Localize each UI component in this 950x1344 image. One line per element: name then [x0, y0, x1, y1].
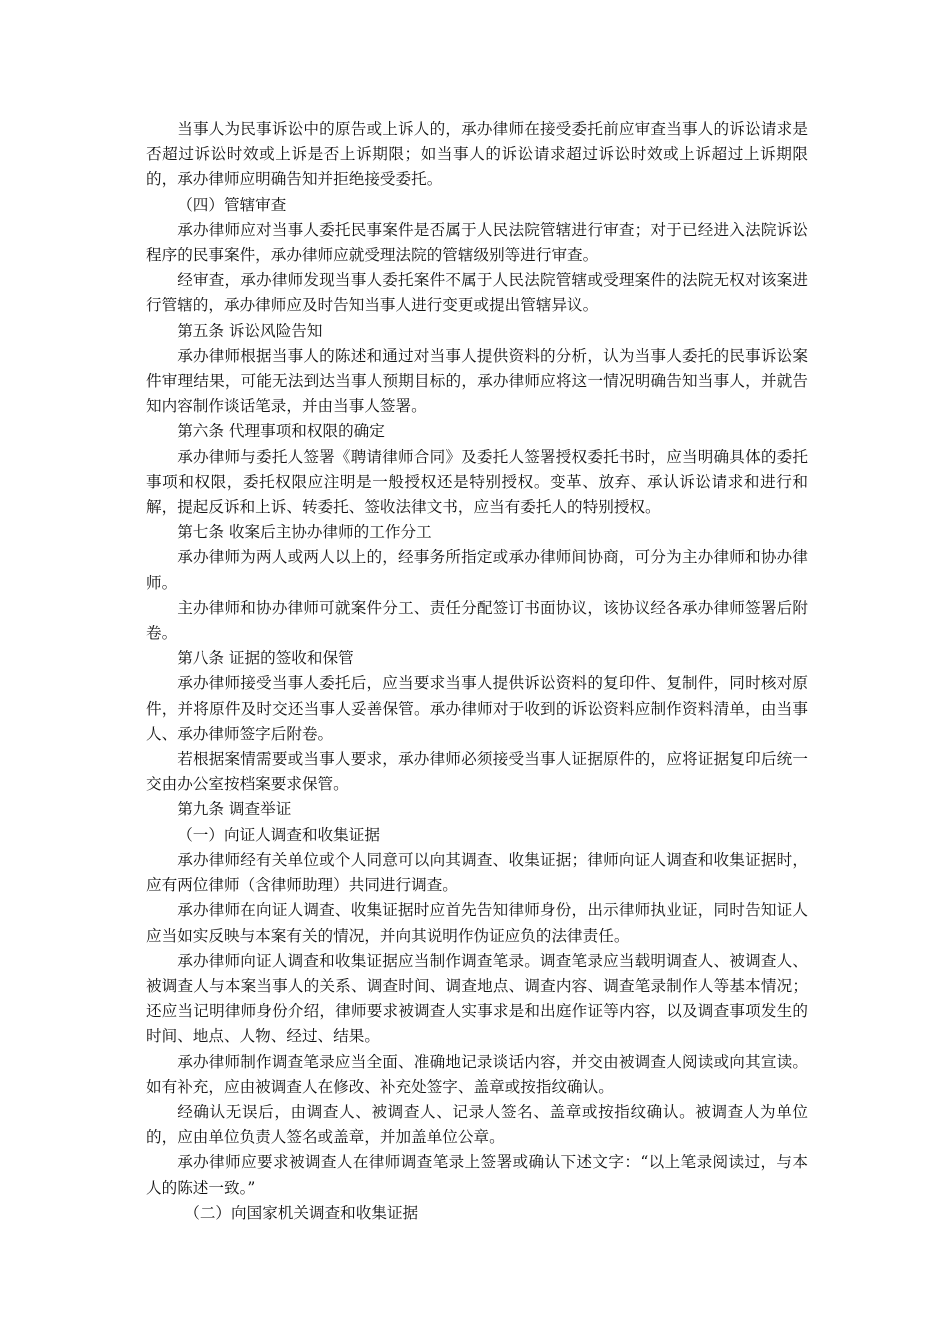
paragraph: 承办律师为两人或两人以上的，经事务所指定或承办律师间协商，可分为主办律师和协办律师。 [146, 548, 808, 592]
paragraph: 承办律师经有关单位或个人同意可以向其调查、收集证据；律师向证人调查和收集证据时，应有两位律师（含律师助理）共同进行调查。 [146, 850, 808, 895]
paragraph: 主办律师和协办律师可就案件分工、责任分配签订书面协议，该协议经各承办律师签署后附卷。 [146, 598, 808, 643]
paragraph: 承办律师在向证人调查、收集证据时应首先告知律师身份，出示律师执业证，同时告知证人应当如实反映与本案有关的情况，并向其说明作伪证应负的法律责任。 [146, 901, 808, 945]
article-heading: 第九条 调查举证 [177, 800, 292, 819]
paragraph: 经确认无误后，由调查人、被调查人、记录人签名、盖章或按指纹确认。被调查人为单位的，应由单位负责人签名或盖章，并加盖单位公章。 [146, 1102, 808, 1147]
paragraph: 若根据案情需要或当事人要求，承办律师必须接受当事人证据原件的，应将证据复印后统一交由办公室按档案要求保管。 [146, 750, 808, 794]
article-heading: 第五条 诉讼风险告知 [177, 321, 323, 340]
paragraph: 承办律师制作调查笔录应当全面、准确地记录谈话内容，并交由被调查人阅读或向其宣读。如有补充，应由被调查人在修改、补充处签字、盖章或按指纹确认。 [146, 1052, 808, 1096]
paragraph: 承办律师与委托人签署《聘请律师合同》及委托人签署授权委托书时，应当明确具体的委托事项和权限，委托权限应注明是一般授权还是特别授权。变革、放弃、承认诉讼请求和进行和解，提起反诉和上诉、转委托、签收法律文书，应当有委托人的特别授权。 [146, 447, 808, 517]
subsection-heading: （四）管辖审查 [177, 195, 287, 214]
article-heading: 第七条 收案后主协办律师的工作分工 [177, 523, 432, 542]
article-heading: 第六条 代理事项和权限的确定 [177, 422, 385, 441]
paragraph: 承办律师应要求被调查人在律师调查笔录上签署或确认下述文字：“以上笔录阅读过，与本人的陈述一致。” [146, 1153, 808, 1197]
subsection-heading: （二）向国家机关调查和收集证据 [184, 1203, 419, 1222]
paragraph: 承办律师向证人调查和收集证据应当制作调查笔录。调查笔录应当载明调查人、被调查人、被调查人与本案当事人的关系、调查时间、调查地点、调查内容、调查笔录制作人等基本情况；还应当记明律师身份介绍，律师要求被调查人实事求是和出庭作证等内容，以及调查事项发生的时间、地点、人物、经过、结果。 [146, 951, 808, 1046]
paragraph: 承办律师应对当事人委托民事案件是否属于人民法院管辖进行审查；对于已经进入法院诉讼程序的民事案件，承办律师应就受理法院的管辖级别等进行审查。 [146, 220, 808, 265]
document-body [146, 117, 808, 1226]
article-heading: 第八条 证据的签收和保管 [177, 649, 354, 668]
paragraph: 承办律师接受当事人委托后，应当要求当事人提供诉讼资料的复印件、复制件，同时核对原件，并将原件及时交还当事人妥善保管。承办律师对于收到的诉讼资料应制作资料清单，由当事人、承办律师签字后附卷。 [146, 674, 808, 743]
subsection-heading: （一）向证人调查和收集证据 [177, 825, 380, 844]
paragraph: 承办律师根据当事人的陈述和通过对当事人提供资料的分析，认为当事人委托的民事诉讼案件审理结果，可能无法到达当事人预期目标的，承办律师应将这一情况明确告知当事人，并就告知内容制作谈话笔录，并由当事人签署。 [146, 346, 808, 416]
paragraph: 经审查，承办律师发现当事人委托案件不属于人民法院管辖或受理案件的法院无权对该案进行管辖的，承办律师应及时告知当事人进行变更或提出管辖异议。 [146, 271, 808, 315]
paragraph: 当事人为民事诉讼中的原告或上诉人的，承办律师在接受委托前应审查当事人的诉讼请求是否超过诉讼时效或上诉是否上诉期限；如当事人的诉讼请求超过诉讼时效或上诉超过上诉期限的，承办律师应明确告知并拒绝接受委托。 [146, 120, 808, 189]
